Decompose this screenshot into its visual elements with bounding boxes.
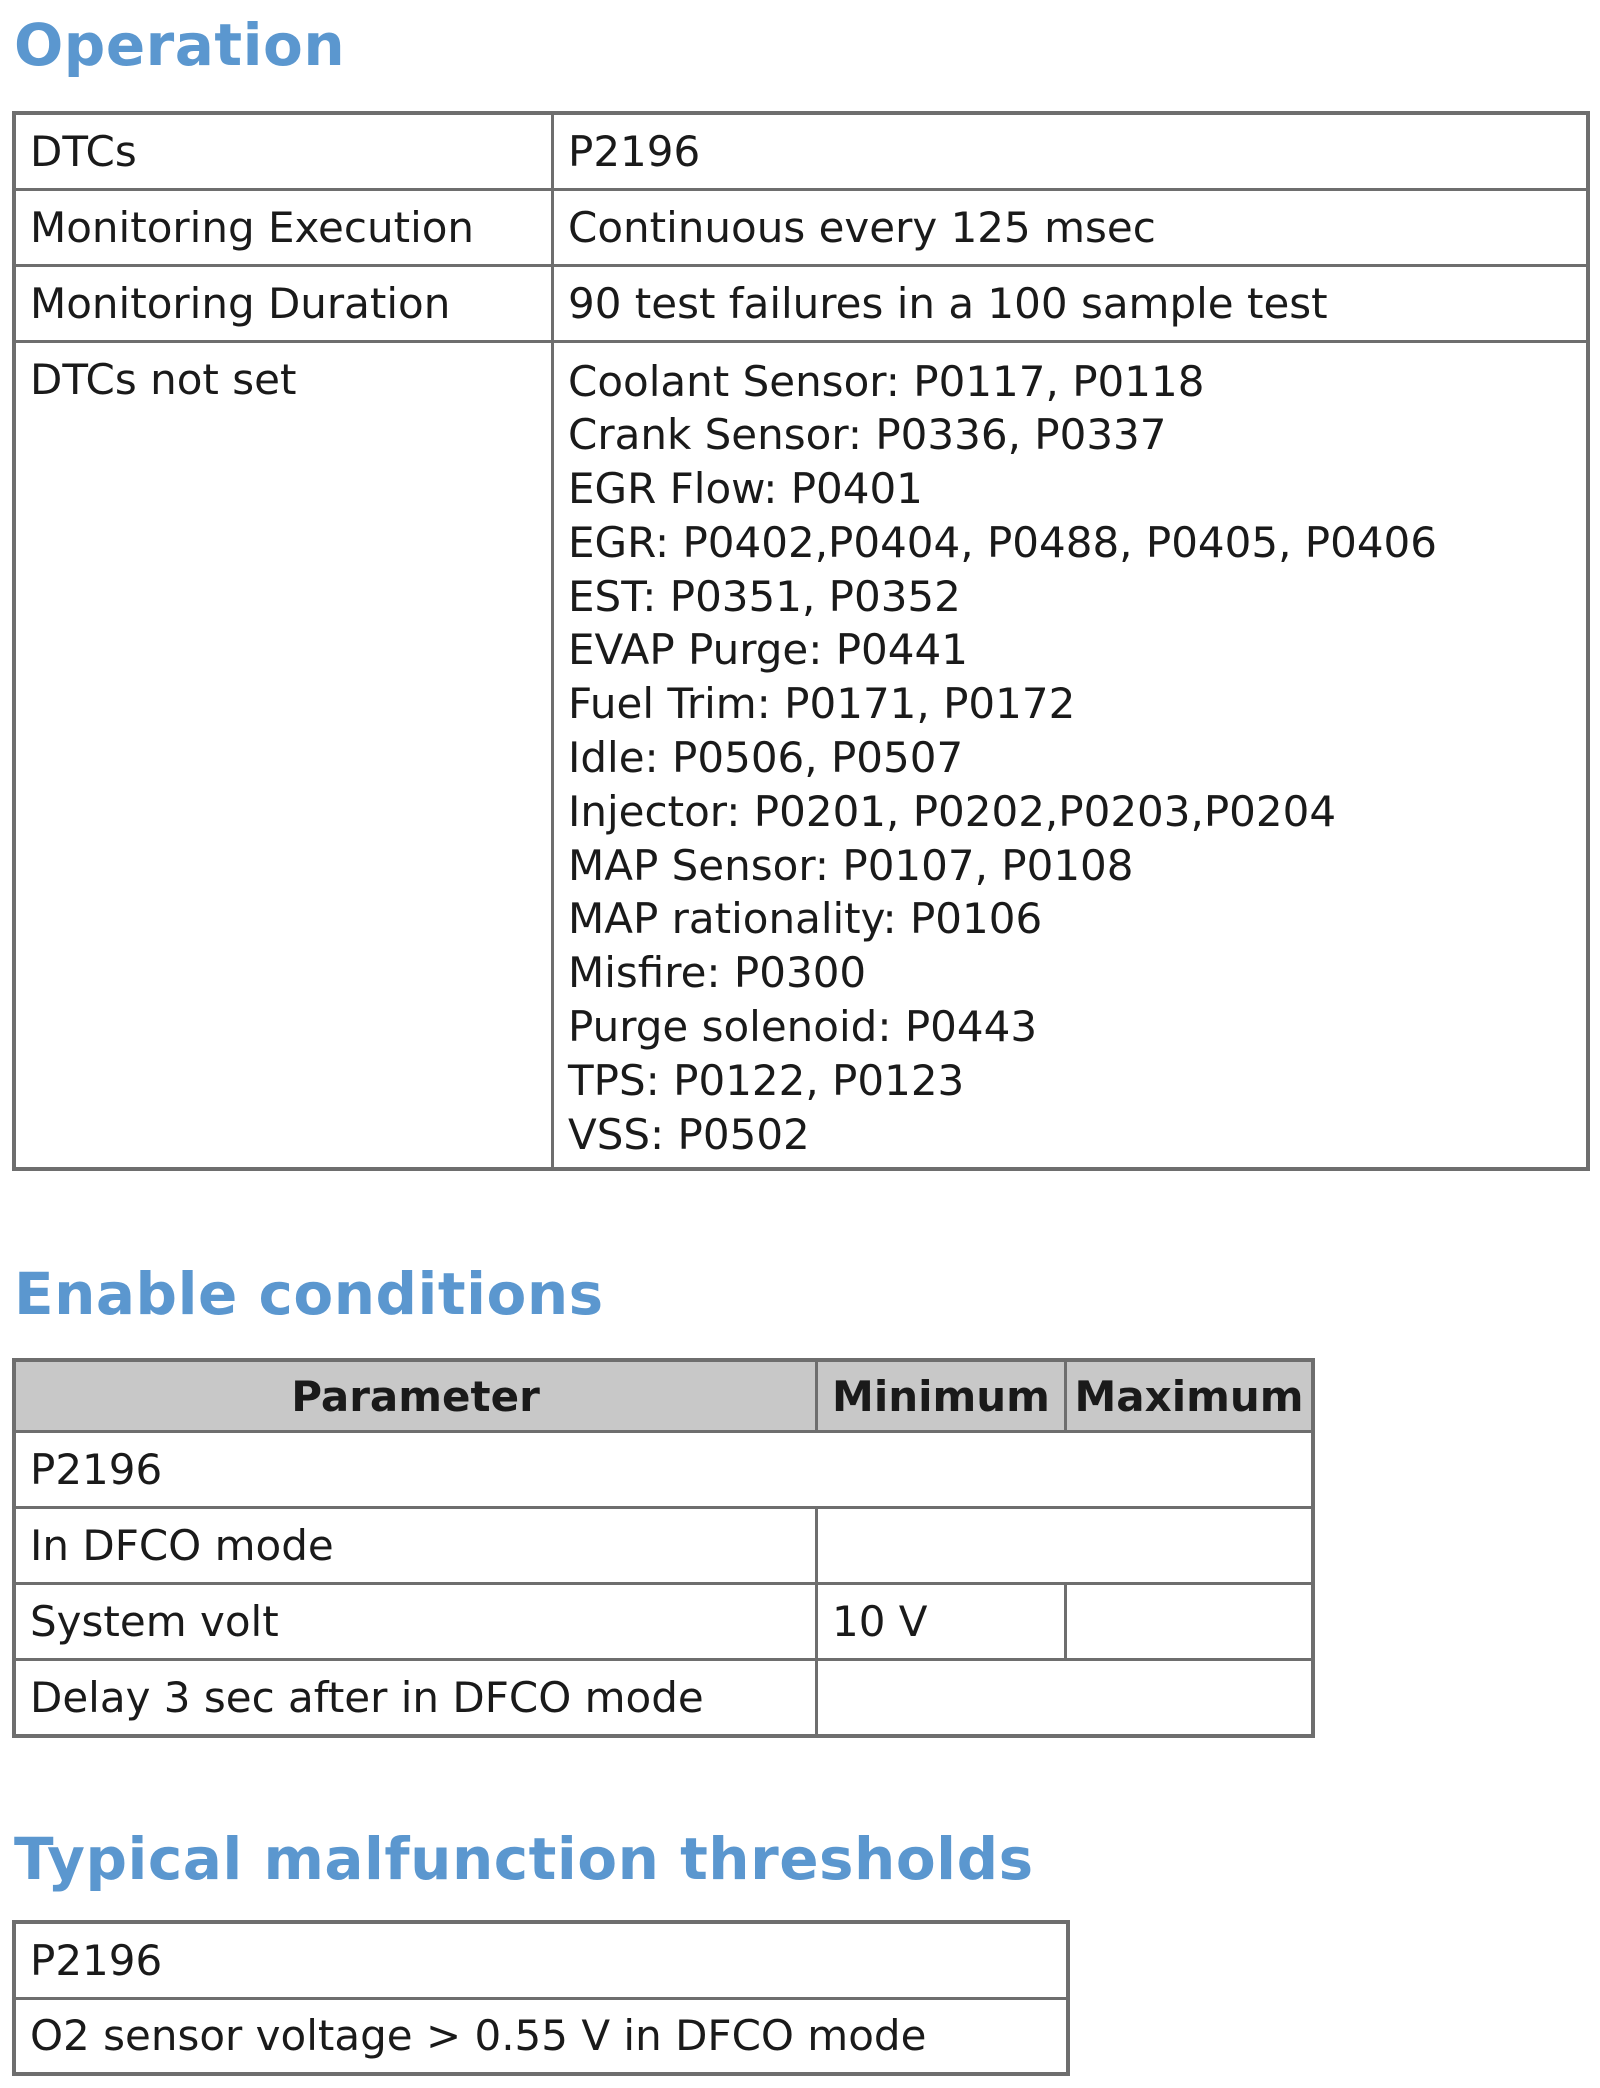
enable-conditions-table [12,1358,1315,1738]
table-row [14,1660,1313,1736]
monitoring-duration-value: 90 test failures in a 100 sample test [553,265,1589,341]
table-row [14,265,1588,341]
list-item: Idle: P0506, P0507 [568,733,964,783]
table-row [14,341,1588,1169]
minimum-cell: 10 V [817,1584,1066,1660]
threshold-condition-cell: O2 sensor voltage > 0.55 V in DFCO mode [14,1998,1068,2074]
table-row [14,1432,1313,1508]
monitoring-execution-value: Continuous every 125 msec [553,189,1589,265]
list-item: EVAP Purge: P0441 [568,625,968,675]
column-header-parameter: Parameter [14,1360,817,1432]
list-item: EGR: P0402,P0404, P0488, P0405, P0406 [568,517,1437,567]
list-item: Injector: P0201, P0202,P0203,P0204 [568,786,1337,836]
table-row [14,1922,1068,1998]
parameter-cell: In DFCO mode [14,1508,817,1584]
table-row [14,1998,1068,2074]
table-row [14,1508,1313,1584]
operation-heading: Operation [14,11,346,79]
column-header-maximum: Maximum [1066,1360,1314,1432]
monitoring-execution-label: Monitoring Execution [14,189,553,265]
thresholds-heading: Typical malfunction thresholds [14,1825,1034,1893]
list-item: Crank Sensor: P0336, P0337 [568,410,1167,460]
table-row [14,189,1588,265]
column-header-minimum: Minimum [817,1360,1066,1432]
list-item: MAP rationality: P0106 [568,894,1043,944]
maximum-cell [1066,1584,1314,1660]
dtcs-not-set-value [553,341,1589,1169]
list-item: Purge solenoid: P0443 [568,1002,1038,1052]
list-item: Misfire: P0300 [568,948,867,998]
list-item: Fuel Trim: P0171, P0172 [568,679,1076,729]
dtcs-value: P2196 [553,113,1589,189]
list-item: MAP Sensor: P0107, P0108 [568,840,1134,890]
list-item: VSS: P0502 [568,1109,810,1159]
operation-table [12,111,1590,1171]
thresholds-table [12,1920,1070,2076]
dtcs-label: DTCs [14,113,553,189]
list-item: Coolant Sensor: P0117, P0118 [568,356,1205,406]
table-header-row [14,1360,1313,1432]
threshold-code-cell: P2196 [14,1922,1068,1998]
value-cell [817,1508,1314,1584]
list-item: TPS: P0122, P0123 [568,1055,965,1105]
parameter-cell: System volt [14,1584,817,1660]
enable-code-cell: P2196 [14,1432,1313,1508]
dtcs-not-set-label: DTCs not set [14,341,553,1169]
monitoring-duration-label: Monitoring Duration [14,265,553,341]
value-cell [817,1660,1314,1736]
parameter-cell: Delay 3 sec after in DFCO mode [14,1660,817,1736]
enable-conditions-heading: Enable conditions [14,1260,604,1328]
table-row [14,1584,1313,1660]
dtcs-not-set-list [568,355,1572,1162]
list-item: EST: P0351, P0352 [568,571,961,621]
list-item: EGR Flow: P0401 [568,464,923,514]
table-row [14,113,1588,189]
